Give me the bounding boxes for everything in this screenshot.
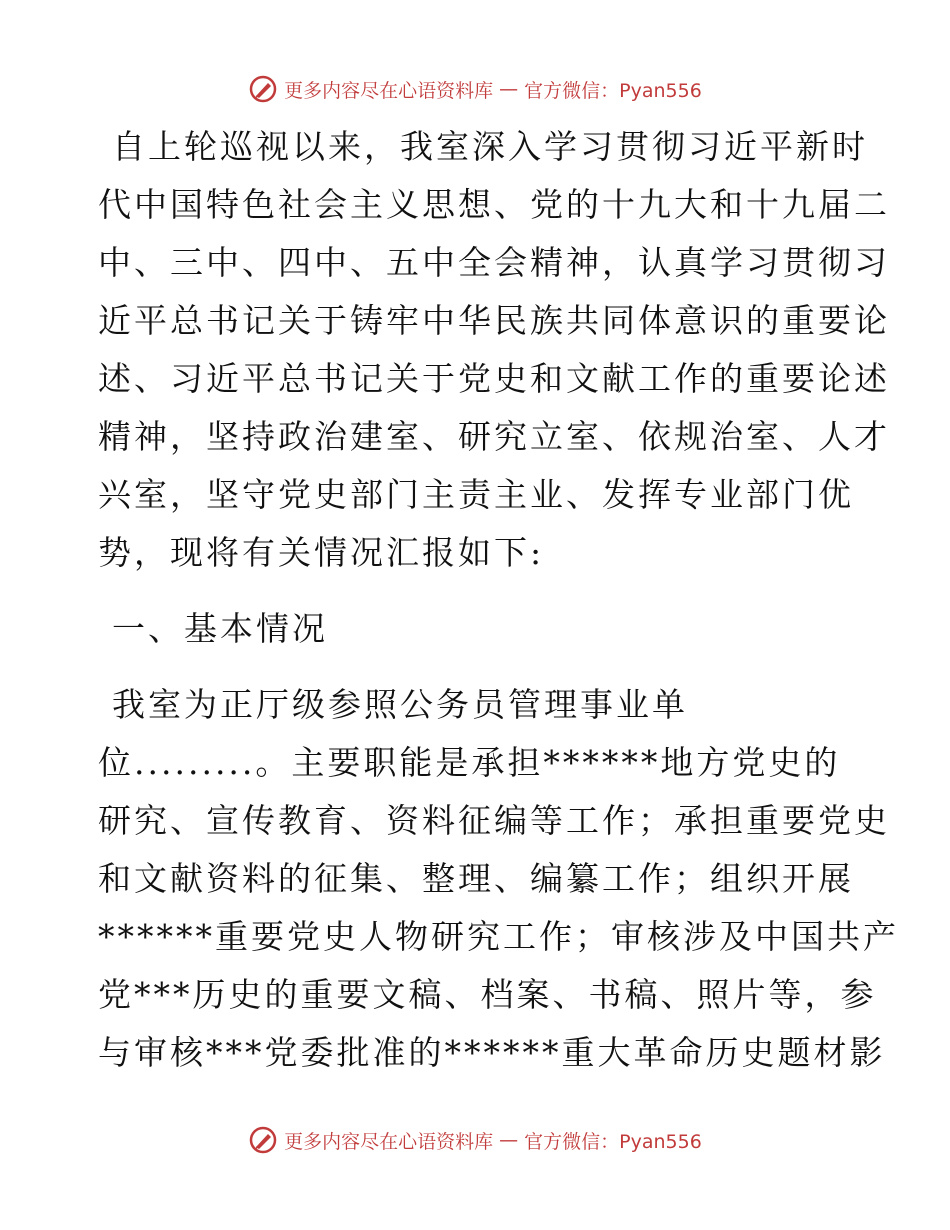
paragraph-line: 党***历史的重要文稿、档案、书稿、照片等，参 [98, 975, 877, 1014]
footer-watermark [0, 1125, 950, 1155]
paragraph-line: 兴室，坚守党史部门主责主业、发挥专业部门优 [98, 475, 854, 514]
paragraph-intro [98, 118, 890, 582]
paragraph-line: 述、习近平总书记关于党史和文献工作的重要论述 [98, 359, 890, 398]
watermark-contact: 官方微信：Pyan556 [524, 79, 702, 102]
paragraph-line: 我室为正厅级参照公务员管理事业单 [112, 685, 688, 724]
document-body [98, 118, 899, 1082]
paragraph-line: ******重要党史人物研究工作；审核涉及中国共产 [98, 917, 899, 956]
watermark-contact: 官方微信：Pyan556 [524, 1130, 702, 1153]
watermark-separator: — [499, 1129, 519, 1151]
paragraph-line: 代中国特色社会主义思想、党的十九大和十九届二 [98, 185, 890, 224]
watermark-text: 更多内容尽在心语资料库 [284, 79, 494, 102]
paragraph-line: 近平总书记关于铸牢中华民族共同体意识的重要论 [98, 301, 890, 340]
quill-pen-icon [248, 1125, 278, 1155]
paragraph-line: 中、三中、四中、五中全会精神，认真学习贯彻习 [98, 243, 890, 282]
header-watermark [0, 74, 950, 104]
paragraph-line: 势，现将有关情况汇报如下: [98, 533, 545, 572]
paragraph-line: 和文献资料的征集、整理、编纂工作；组织开展 [98, 859, 854, 898]
watermark-text: 更多内容尽在心语资料库 [284, 1130, 494, 1153]
paragraph-line: 与审核***党委批准的******重大革命历史题材影 [98, 1033, 886, 1072]
paragraph-line: 自上轮巡视以来，我室深入学习贯彻习近平新时 [112, 127, 868, 166]
quill-pen-icon [248, 74, 278, 104]
paragraph-line: 研究、宣传教育、资料征编等工作；承担重要党史 [98, 801, 890, 840]
paragraph-line: 精神，坚持政治建室、研究立室、依规治室、人才 [98, 417, 890, 456]
watermark-separator: — [499, 78, 519, 100]
paragraph-basic-info [98, 676, 899, 1082]
section-heading: 一、基本情况 [112, 609, 328, 648]
paragraph-line: 位.........。主要职能是承担******地方党史的 [98, 743, 841, 782]
